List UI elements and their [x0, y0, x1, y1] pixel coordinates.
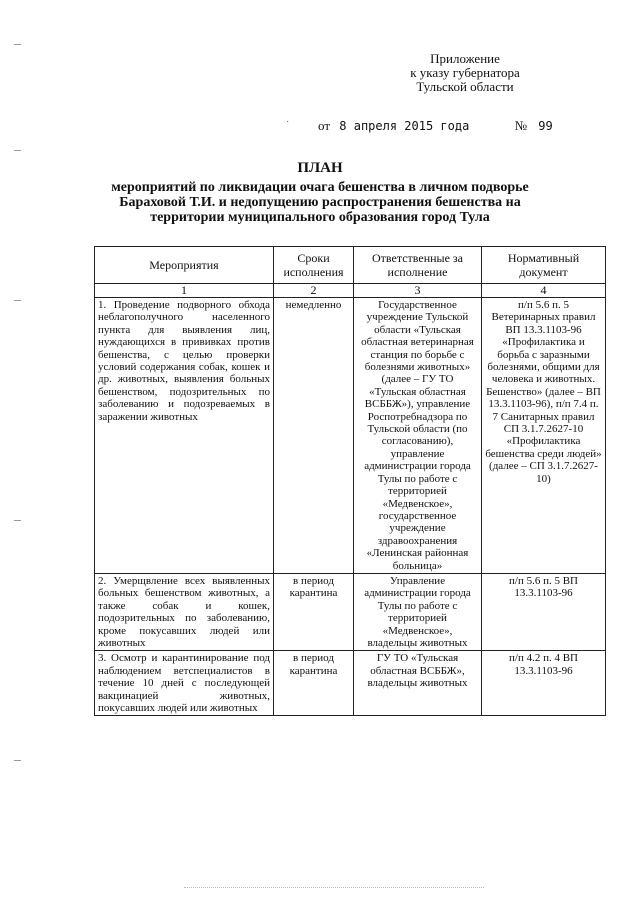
table-row	[95, 573, 606, 650]
measure-cell: 1. Проведение подворного обхода неблагополучного населенного пункта для выявления лиц, нуждающихся в прививках против бешенства, с целью проверки условий содержания собак, кошек и др. животных, выявления больных бешенством, подозрительных по заболеванию и подозреваемых в заражении животных	[95, 298, 274, 574]
table-row	[95, 298, 606, 574]
column-number: 3	[354, 284, 482, 298]
table-header-row	[95, 247, 606, 284]
column-number: 2	[274, 284, 354, 298]
document-title	[100, 161, 540, 225]
responsible-cell: Государственное учреждение Тульской области «Тульская областная ветеринарная станция по борьбе с болезнями животных» (далее – ГУ ТО «Тульская областная ВСББЖ»), управление Роспотребнадзора по Тульской области (по согласованию), управление администрации города Тулы по работе с территорией «Медвенское», государственное учреждение здравоохранения «Ленинская районная больница»	[354, 298, 482, 574]
header-terms: Сроки исполнения	[274, 247, 354, 284]
scan-margin-mark	[14, 300, 21, 301]
decorative-mark: ˙	[286, 120, 290, 131]
header-document: Нормативный документ	[482, 247, 606, 284]
order-date: 8 апреля 2015 года	[339, 119, 470, 133]
column-number-row	[95, 284, 606, 298]
order-prefix: от	[318, 118, 331, 133]
appendix-line-3: Тульской области	[416, 79, 514, 94]
table-row	[95, 651, 606, 716]
appendix-block	[380, 52, 550, 94]
order-date-line	[280, 118, 600, 134]
header-responsible: Ответственные за исполнение	[354, 247, 482, 284]
document-cell: п/п 4.2 п. 4 ВП 13.3.1103-96	[482, 651, 606, 716]
header-measures: Мероприятия	[95, 247, 274, 284]
title-line-1: мероприятий по ликвидации очага бешенства в личном подворье	[111, 180, 529, 195]
scan-bottom-edge	[184, 887, 484, 888]
responsible-cell: Управление администрации города Тулы по работе с территорией «Медвенское», владельцы животных	[354, 573, 482, 650]
plan-table	[94, 246, 606, 716]
order-number-label: №	[514, 118, 527, 133]
scan-margin-mark	[14, 520, 21, 521]
term-cell: в период карантина	[274, 651, 354, 716]
appendix-line-1: Приложение	[430, 51, 500, 66]
measure-cell: 3. Осмотр и карантинирование под наблюдением ветспециалистов в течение 10 дней с последующей вакцинацией животных, покусавших людей или животных	[95, 651, 274, 716]
term-cell: в период карантина	[274, 573, 354, 650]
responsible-cell: ГУ ТО «Тульская областная ВСББЖ», владельцы животных	[354, 651, 482, 716]
column-number: 4	[482, 284, 606, 298]
column-number: 1	[95, 284, 274, 298]
title-line-3: территории муниципального образования город Тула	[150, 210, 490, 225]
scan-margin-mark	[14, 150, 21, 151]
document-cell: п/п 5.6 п. 5 Ветеринарных правил ВП 13.3.1103-96 «Профилактика и борьба с заразными болезнями, общими для человека и животных. Бешенство» (далее – ВП 13.3.1103-96), п/п 7.4 п. 7 Санитарных правил СП 3.1.7.2627-10 «Профилактика бешенства среди людей» (далее – СП 3.1.7.2627-10)	[482, 298, 606, 574]
title-line-2: Бараховой Т.И. и недопущению распространения бешенства на	[119, 195, 521, 210]
appendix-line-2: к указу губернатора	[410, 65, 520, 80]
scan-margin-mark	[14, 44, 21, 45]
term-cell: немедленно	[274, 298, 354, 574]
order-number: 99	[538, 119, 553, 133]
scan-margin-mark	[14, 760, 21, 761]
title-heading: ПЛАН	[297, 160, 343, 176]
measure-cell: 2. Умерщвление всех выявленных больных бешенством животных, а также собак и кошек, подозрительных по заболеванию, кроме покусавших людей или животных	[95, 573, 274, 650]
document-cell: п/п 5.6 п. 5 ВП 13.3.1103-96	[482, 573, 606, 650]
